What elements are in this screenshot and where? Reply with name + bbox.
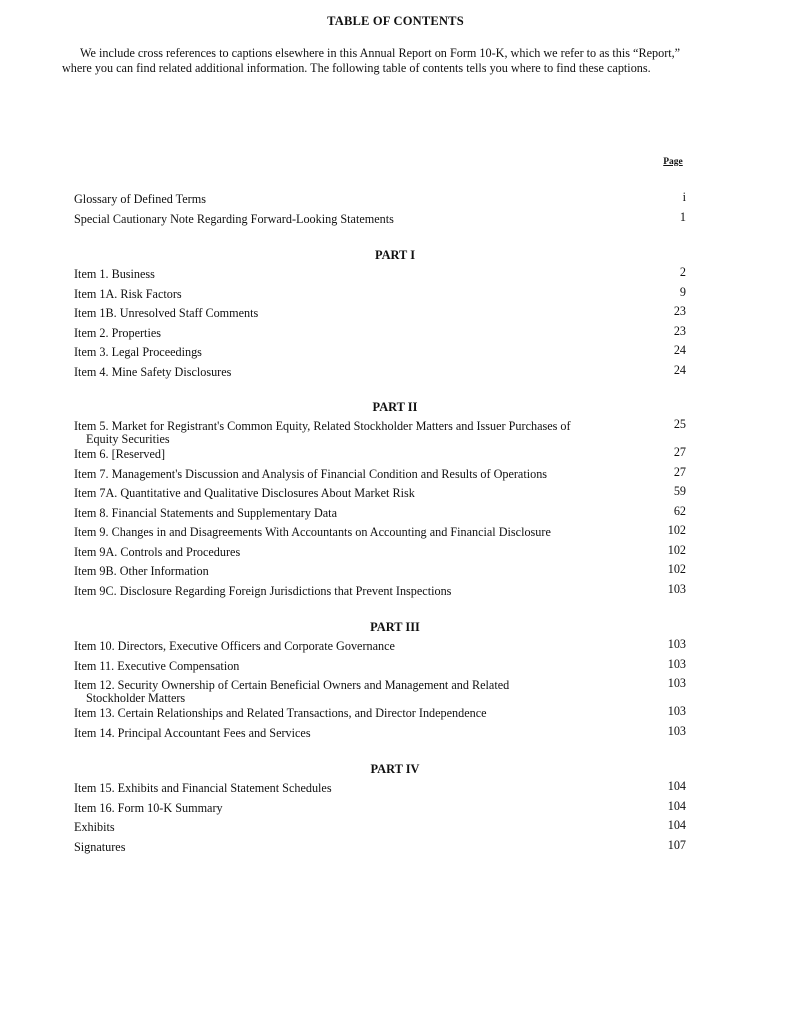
toc-entry-title: Item 15. Exhibits and Financial Statement Schedules bbox=[74, 781, 332, 795]
toc-entry-label bbox=[74, 725, 614, 745]
toc-entry-page-number: 103 bbox=[667, 637, 686, 651]
toc-entry[interactable] bbox=[74, 446, 686, 466]
toc-entry-title: Item 9A. Controls and Procedures bbox=[74, 544, 241, 559]
toc-entry[interactable] bbox=[74, 364, 686, 384]
toc-entry-title: Special Cautionary Note Regarding Forward-Looking Statements bbox=[74, 211, 394, 226]
toc-entry-label bbox=[74, 638, 614, 658]
toc-entry-title: Item 9C. Disclosure Regarding Foreign Jurisdictions that Prevent Inspections bbox=[74, 583, 452, 598]
intro-paragraph: We include cross references to captions elsewhere in this Annual Report on Form 10-K, which we refer to as this “Report,” where you can find related additional information. The following table of contents tells you where to find these captions. bbox=[62, 46, 681, 76]
toc-entry-label bbox=[74, 563, 614, 583]
toc-entry[interactable] bbox=[74, 705, 686, 725]
toc-entry-label bbox=[74, 839, 614, 859]
toc-entry-label bbox=[74, 466, 614, 486]
toc-entry-page-number: 102 bbox=[667, 523, 686, 537]
toc-entry-title-continued: Equity Securities bbox=[86, 432, 170, 446]
toc-entry-label bbox=[74, 485, 614, 505]
toc-entry-page-number: 9 bbox=[679, 284, 686, 299]
toc-entry-page-number: 23 bbox=[673, 323, 686, 338]
toc-entry[interactable] bbox=[74, 638, 686, 658]
toc-entry-label bbox=[74, 705, 614, 725]
toc-entry[interactable] bbox=[74, 211, 686, 231]
toc-entry-page-number: 103 bbox=[667, 723, 686, 738]
toc-entry-title: Item 14. Principal Accountant Fees and Services bbox=[74, 725, 311, 740]
toc-entry-page-number: 62 bbox=[673, 503, 686, 518]
toc-entry-page-number: i bbox=[682, 190, 686, 204]
toc-entry-page-number: 104 bbox=[667, 798, 686, 813]
toc-entry-page-number: 23 bbox=[673, 304, 686, 318]
toc-entry-title: Item 4. Mine Safety Disclosures bbox=[74, 364, 232, 379]
toc-entry-label bbox=[74, 418, 614, 446]
toc-entry[interactable] bbox=[74, 344, 686, 364]
toc-entry[interactable] bbox=[74, 266, 686, 286]
toc-entry-page-number: 27 bbox=[673, 464, 686, 479]
toc-entry-page-number: 102 bbox=[667, 542, 686, 557]
toc-entry-title: Exhibits bbox=[74, 820, 115, 834]
toc-entry-title: Item 9B. Other Information bbox=[74, 564, 209, 578]
toc-entry[interactable] bbox=[74, 563, 686, 583]
toc-entry[interactable] bbox=[74, 583, 686, 603]
toc-entry-title: Item 12. Security Ownership of Certain Beneficial Owners and Management and Related bbox=[74, 678, 510, 692]
toc-entry-label bbox=[74, 524, 614, 544]
toc-entry-page-number: 24 bbox=[673, 343, 686, 357]
part-heading: PART I bbox=[374, 248, 416, 262]
table-of-contents bbox=[74, 191, 686, 858]
toc-entry-page-number: 104 bbox=[667, 818, 686, 832]
toc-entry[interactable] bbox=[74, 544, 686, 564]
toc-entry-label bbox=[74, 658, 614, 678]
toc-entry-title-continued: Stockholder Matters bbox=[86, 691, 186, 705]
toc-entry-title: Item 3. Legal Proceedings bbox=[74, 345, 202, 359]
toc-entry-label bbox=[74, 286, 614, 306]
toc-entry-title: Glossary of Defined Terms bbox=[74, 192, 206, 206]
toc-entry[interactable] bbox=[74, 286, 686, 306]
document-title: TABLE OF CONTENTS bbox=[327, 14, 464, 28]
toc-entry[interactable] bbox=[74, 305, 686, 325]
toc-entry-page-number: 103 bbox=[667, 704, 686, 718]
toc-entry-title: Item 5. Market for Registrant's Common Equity, Related Stockholder Matters and Issuer Purchases of bbox=[74, 419, 571, 433]
toc-entry-label bbox=[74, 191, 614, 211]
toc-entry[interactable] bbox=[74, 839, 686, 859]
toc-entry-page-number: 24 bbox=[673, 362, 686, 377]
toc-entry[interactable] bbox=[74, 418, 686, 446]
toc-entry-label bbox=[74, 780, 614, 800]
toc-entry-title: Item 7A. Quantitative and Qualitative Disclosures About Market Risk bbox=[74, 486, 415, 500]
toc-entry-title: Item 16. Form 10-K Summary bbox=[74, 800, 223, 815]
toc-entry-page-number: 107 bbox=[667, 837, 686, 852]
toc-entry[interactable] bbox=[74, 780, 686, 800]
toc-entry-page-number: 27 bbox=[673, 445, 686, 459]
toc-entry-title: Item 7. Management's Discussion and Analysis of Financial Condition and Results of Operations bbox=[74, 466, 548, 481]
toc-entry[interactable] bbox=[74, 524, 686, 544]
toc-entry-title: Item 2. Properties bbox=[74, 325, 161, 340]
toc-entry[interactable] bbox=[74, 191, 686, 211]
toc-entry-title: Item 9. Changes in and Disagreements With Accountants on Accounting and Financial Disclosure bbox=[74, 525, 551, 539]
toc-entry-page-number: 102 bbox=[667, 562, 686, 576]
toc-entry-page-number: 103 bbox=[667, 581, 686, 596]
toc-entry-page-number: 103 bbox=[667, 676, 686, 690]
toc-entry-page-number: 1 bbox=[679, 209, 686, 224]
toc-entry-title: Item 8. Financial Statements and Supplementary Data bbox=[74, 505, 337, 520]
toc-entry-label bbox=[74, 544, 614, 564]
toc-entry-label bbox=[74, 677, 614, 705]
part-heading: PART II bbox=[372, 400, 418, 414]
toc-entry-title: Item 10. Directors, Executive Officers and Corporate Governance bbox=[74, 639, 395, 653]
toc-entry-label bbox=[74, 344, 614, 364]
toc-entry[interactable] bbox=[74, 819, 686, 839]
toc-entry-title: Item 11. Executive Compensation bbox=[74, 658, 240, 673]
toc-entry-page-number: 104 bbox=[667, 779, 686, 793]
toc-entry[interactable] bbox=[74, 658, 686, 678]
toc-entry-label bbox=[74, 446, 614, 466]
toc-entry[interactable] bbox=[74, 325, 686, 345]
toc-entry-title: Item 13. Certain Relationships and Related Transactions, and Director Independence bbox=[74, 706, 487, 720]
toc-entry-title: Item 1. Business bbox=[74, 267, 155, 281]
toc-entry-label bbox=[74, 505, 614, 525]
toc-entry[interactable] bbox=[74, 800, 686, 820]
toc-entry[interactable] bbox=[74, 677, 686, 705]
toc-entry-title: Item 1A. Risk Factors bbox=[74, 286, 182, 301]
toc-entry[interactable] bbox=[74, 725, 686, 745]
page-column-header: Page bbox=[663, 157, 683, 167]
toc-entry-label bbox=[74, 819, 614, 839]
toc-entry-label bbox=[74, 583, 614, 603]
toc-entry-title: Item 1B. Unresolved Staff Comments bbox=[74, 306, 259, 320]
toc-entry-label bbox=[74, 305, 614, 325]
toc-entry-page-number: 25 bbox=[673, 417, 686, 431]
toc-entry-title: Item 6. [Reserved] bbox=[74, 447, 166, 461]
toc-entry-label bbox=[74, 325, 614, 345]
toc-entry-page-number: 103 bbox=[667, 656, 686, 671]
part-heading: PART IV bbox=[370, 762, 420, 776]
toc-entry-page-number: 59 bbox=[673, 484, 686, 498]
toc-entry-label bbox=[74, 800, 614, 820]
toc-entry[interactable] bbox=[74, 505, 686, 525]
toc-entry-label bbox=[74, 266, 614, 286]
toc-entry[interactable] bbox=[74, 466, 686, 486]
toc-entry-title: Signatures bbox=[74, 839, 126, 854]
toc-entry[interactable] bbox=[74, 485, 686, 505]
toc-entry-page-number: 2 bbox=[679, 265, 686, 279]
part-heading: PART III bbox=[370, 620, 420, 634]
toc-entry-label bbox=[74, 211, 614, 231]
toc-entry-label bbox=[74, 364, 614, 384]
